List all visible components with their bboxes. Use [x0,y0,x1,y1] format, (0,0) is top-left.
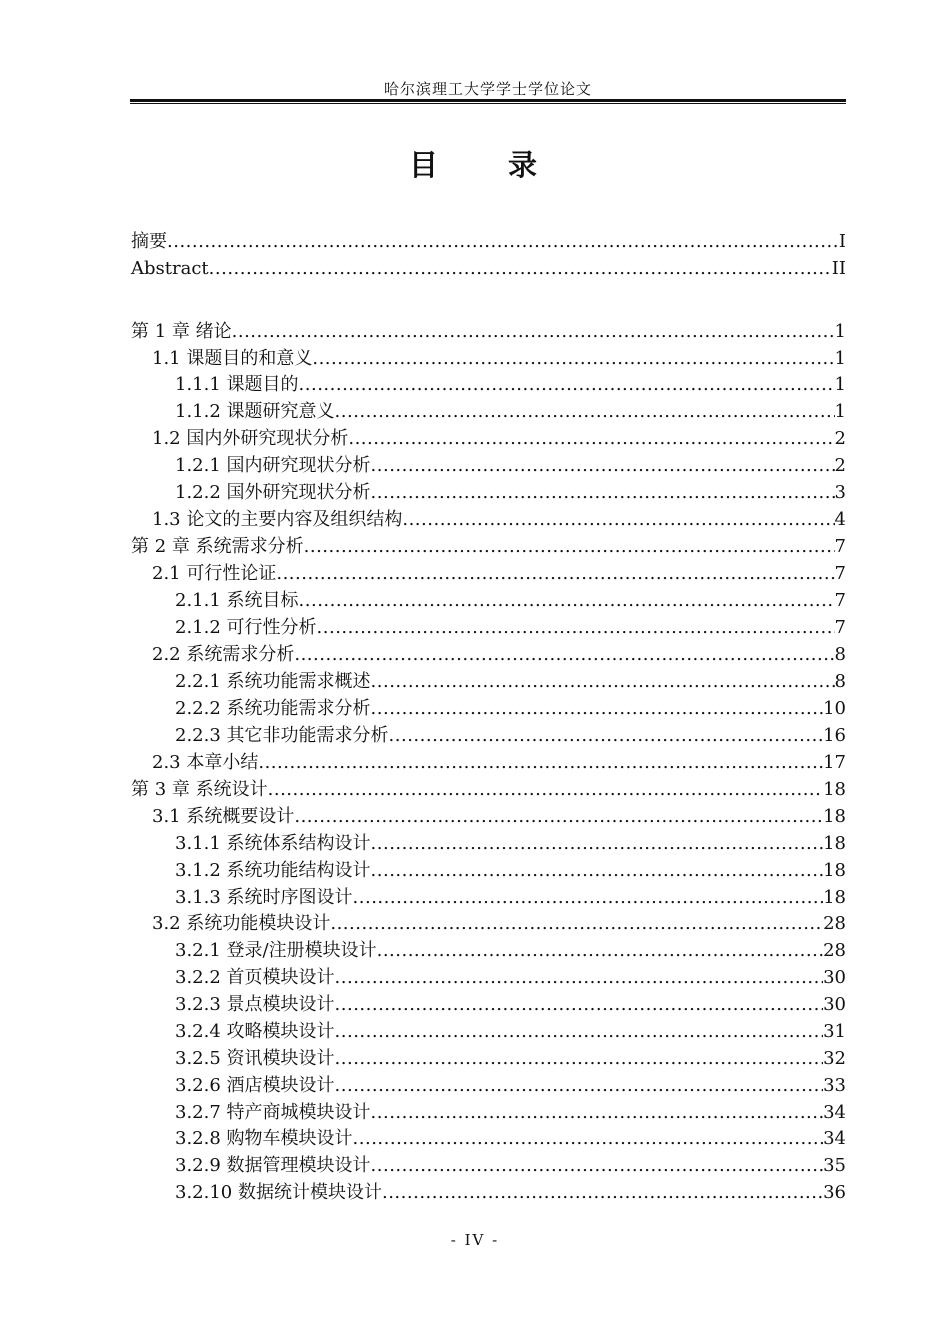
toc-entry-page: 34 [823,1102,846,1123]
toc-leader-dots [294,804,823,830]
toc-leader-dots [268,777,823,803]
toc-entry-page: 28 [823,913,846,934]
toc-entry-page: 32 [823,1048,846,1069]
toc-entry[interactable] [152,642,846,668]
toc-leader-dots [377,938,824,964]
toc-leader-dots [167,229,839,255]
toc-entry-page: 2 [834,455,846,476]
toc-entry-label: 2.2 系统需求分析 [152,644,295,665]
toc-entry[interactable] [175,1019,846,1045]
toc-entry[interactable] [175,480,846,506]
toc-entry-label: 第 1 章 绪论 [131,321,232,342]
toc-leader-dots [299,372,835,398]
toc-entry-label: 2.1 可行性论证 [152,563,277,584]
toc-entry-label: 2.3 本章小结 [152,752,259,773]
toc-entry-page: 8 [834,671,846,692]
toc-entry-page: 31 [823,1021,846,1042]
header-rule-thin [130,103,846,104]
toc-entry-label: 2.1.2 可行性分析 [175,617,317,638]
toc-entry[interactable] [175,696,846,722]
toc-entry-label: 3.2.3 景点模块设计 [175,994,335,1015]
toc-leader-dots [209,256,832,282]
toc-entry-page: 18 [823,779,846,800]
toc-entry-label: 3.2.9 数据管理模块设计 [175,1155,371,1176]
toc-entry-label: 1.1.2 课题研究意义 [175,401,335,422]
toc-entry[interactable] [175,858,846,884]
toc-entry[interactable] [175,1126,846,1152]
toc-entry-label: 第 3 章 系统设计 [131,779,268,800]
toc-entry[interactable] [175,1180,846,1206]
toc-entry-page: 1 [834,401,846,422]
toc-entry[interactable] [152,346,846,372]
toc-entry-label: 1.1.1 课题目的 [175,374,299,395]
toc-entry[interactable] [175,615,846,641]
toc-leader-dots [335,399,835,425]
toc-entry-label: 3.1 系统概要设计 [152,806,295,827]
toc-leader-dots [335,1046,824,1072]
toc-entry[interactable] [175,885,846,911]
toc-entry-page: 7 [834,563,846,584]
toc-entry-page: 18 [823,806,846,827]
toc-leader-dots [371,831,824,857]
toc-entry-page: 28 [823,940,846,961]
toc-entry-label: 1.2.2 国外研究现状分析 [175,482,371,503]
toc-entry-label: 1.2 国内外研究现状分析 [152,428,349,449]
toc-leader-dots [276,561,834,587]
running-header: 哈尔滨理工大学学士学位论文 [383,80,592,98]
toc-entry-label: 3.2.5 资讯模块设计 [175,1048,335,1069]
toc-entry-label: 3.2 系统功能模块设计 [152,913,331,934]
toc-leader-dots [371,1100,824,1126]
toc-entry-page: 16 [823,725,846,746]
toc-entry-page: 8 [834,644,846,665]
toc-entry-label: Abstract [131,258,209,279]
toc-entry[interactable] [175,588,846,614]
toc-entry-page: 34 [823,1128,846,1149]
toc-entry[interactable] [175,399,846,425]
toc-entry-page: 36 [823,1182,846,1203]
toc-entry-label: 3.2.6 酒店模块设计 [175,1075,335,1096]
toc-leader-dots [371,696,824,722]
page-number: - IV - [450,1231,500,1249]
toc-entry-label: 2.2.2 系统功能需求分析 [175,698,371,719]
toc-leader-dots [317,615,835,641]
toc-entry-label: 1.1 课题目的和意义 [152,348,313,369]
toc-leader-dots [299,588,835,614]
toc-entry-label: 3.2.7 特产商城模块设计 [175,1102,371,1123]
toc-leader-dots [335,1073,824,1099]
toc-entry[interactable] [175,372,846,398]
toc-entry[interactable] [175,992,846,1018]
toc-leader-dots [371,1153,824,1179]
toc-leader-dots [382,1180,823,1206]
toc-entry-page: 1 [834,321,846,342]
toc-leader-dots [330,911,823,937]
toc-leader-dots [348,426,834,452]
toc-entry-page: 1 [834,348,846,369]
toc-entry-page: I [838,231,846,252]
toc-entry-label: 3.2.4 攻略模块设计 [175,1021,335,1042]
toc-entry[interactable] [175,831,846,857]
toc-entry[interactable] [131,256,846,282]
toc-leader-dots [353,885,824,911]
toc-entry[interactable] [175,938,846,964]
toc-entry-page: 17 [823,752,846,773]
toc-leader-dots [232,319,835,345]
toc-entry-page: 35 [823,1155,846,1176]
toc-entry-label: 1.3 论文的主要内容及组织结构 [152,509,403,530]
toc-entry-label: 2.2.1 系统功能需求概述 [175,671,371,692]
toc-leader-dots [335,992,824,1018]
toc-entry[interactable] [131,319,846,345]
toc-entry[interactable] [175,965,846,991]
toc-entry-label: 2.1.1 系统目标 [175,590,299,611]
toc-entry-label: 3.1.3 系统时序图设计 [175,887,353,908]
toc-entry-page: 18 [823,887,846,908]
toc-entry[interactable] [131,229,846,255]
toc-entry[interactable] [152,561,846,587]
toc-leader-dots [353,1126,824,1152]
toc-entry[interactable] [175,1153,846,1179]
toc-leader-dots [371,858,824,884]
header-rule-thick [130,99,846,102]
toc-entry[interactable] [152,750,846,776]
toc-entry-label: 3.2.8 购物车模块设计 [175,1128,353,1149]
toc-leader-dots [335,965,824,991]
toc-entry-label: 2.2.3 其它非功能需求分析 [175,725,389,746]
toc-entry-label: 摘要 [131,231,167,252]
toc-leader-dots [304,534,835,560]
toc-entry[interactable] [152,507,846,533]
toc-leader-dots [371,453,835,479]
toc-entry-page: 2 [834,428,846,449]
toc-entry-page: 18 [823,860,846,881]
toc-entry[interactable] [175,1046,846,1072]
toc-entry-page: 4 [834,509,846,530]
toc-entry-label: 3.2.10 数据统计模块设计 [175,1182,382,1203]
toc-entry[interactable] [175,669,846,695]
toc-entry-page: 30 [823,994,846,1015]
toc-leader-dots [389,723,824,749]
toc-entry-label: 3.1.2 系统功能结构设计 [175,860,371,881]
toc-title: 目 录 [408,148,568,182]
toc-leader-dots [371,669,835,695]
toc-entry-page: 3 [834,482,846,503]
toc-entry[interactable] [175,453,846,479]
toc-entry[interactable] [175,723,846,749]
toc-entry[interactable] [131,534,846,560]
toc-entry-page: II [831,258,846,279]
toc-leader-dots [258,750,823,776]
toc-entry-page: 7 [834,617,846,638]
toc-entry-page: 33 [823,1075,846,1096]
toc-entry[interactable] [175,1100,846,1126]
toc-entry[interactable] [152,426,846,452]
toc-entry-page: 30 [823,967,846,988]
toc-leader-dots [335,1019,824,1045]
toc-entry-label: 1.2.1 国内研究现状分析 [175,455,371,476]
toc-entry[interactable] [131,777,846,803]
toc-entry[interactable] [175,1073,846,1099]
toc-entry[interactable] [152,911,846,937]
toc-leader-dots [371,480,835,506]
toc-entry-page: 7 [834,590,846,611]
toc-entry-page: 1 [834,374,846,395]
toc-entry-label: 3.1.1 系统体系结构设计 [175,833,371,854]
toc-leader-dots [402,507,834,533]
toc-entry-label: 3.2.2 首页模块设计 [175,967,335,988]
toc-entry-label: 第 2 章 系统需求分析 [131,536,304,557]
toc-entry-label: 3.2.1 登录/注册模块设计 [175,940,377,961]
toc-entry-page: 10 [823,698,846,719]
toc-leader-dots [312,346,834,372]
toc-leader-dots [294,642,834,668]
toc-entry-page: 18 [823,833,846,854]
toc-entry-page: 7 [834,536,846,557]
toc-entry[interactable] [152,804,846,830]
